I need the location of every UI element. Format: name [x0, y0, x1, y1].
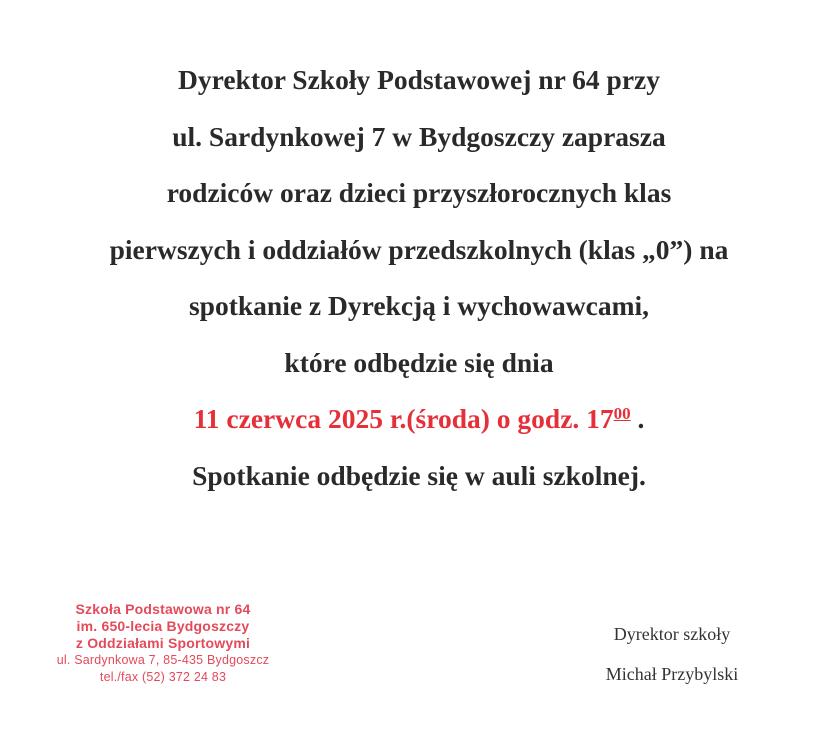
stamp-address: ul. Sardynkowa 7, 85-435 Bydgoszcz	[56, 653, 270, 667]
school-stamp	[28, 601, 298, 686]
invitation-line-3: rodziców oraz dzieci przyszłorocznych klas	[166, 177, 672, 208]
invitation-line-6: które odbędzie się dnia	[284, 346, 554, 378]
invitation-line-2: ul. Sardynkowej 7 w Bydgoszczy zaprasza	[172, 120, 666, 152]
invitation-line-5: spotkanie z Dyrekcją i wychowawcami,	[188, 290, 650, 321]
invitation-line-1: Dyrektor Szkoły Podstawowej nr 64 przy	[178, 64, 660, 95]
meeting-date-trailing: .	[630, 403, 645, 434]
invitation-line-4: pierwszych i oddziałów przedszkolnych (klas „0”) na	[109, 233, 729, 265]
stamp-patron: im. 650-lecia Bydgoszczy	[76, 618, 250, 634]
stamp-school-name: Szkoła Podstawowa nr 64	[75, 601, 251, 617]
meeting-date: 11 czerwca 2025 r.(środa) o godz. 17	[193, 403, 614, 434]
signature-title: Dyrektor szkoły	[613, 624, 731, 644]
meeting-time-minutes: 00	[613, 404, 631, 423]
meeting-location-line: Spotkanie odbędzie się w auli szkolnej.	[192, 459, 646, 491]
stamp-sport-divisions: z Oddziałami Sportowymi	[75, 635, 251, 651]
meeting-date-line	[0, 391, 838, 448]
signature-block	[552, 614, 792, 694]
signature-name: Michał Przybylski	[605, 664, 739, 684]
stamp-phone: tel./fax (52) 372 24 83	[99, 670, 227, 684]
invitation-text	[0, 52, 838, 504]
